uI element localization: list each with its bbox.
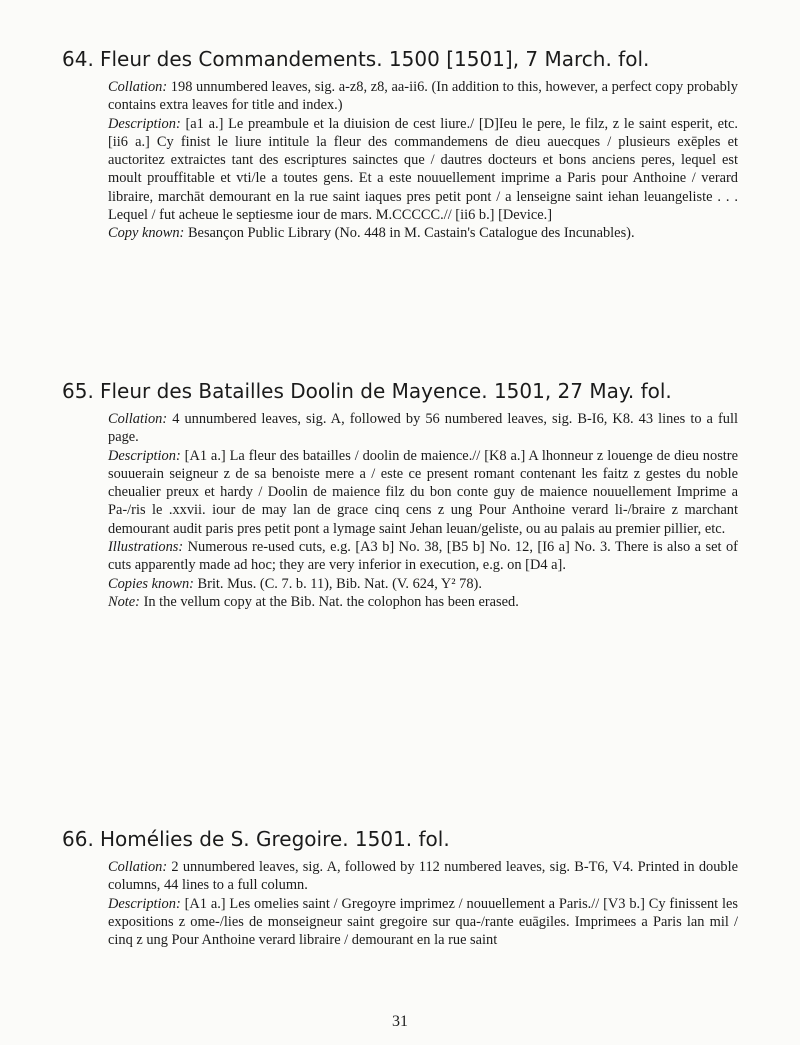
paragraph-text: Besançon Public Library (No. 448 in M. Castain's Catalogue des Incunables). — [187, 225, 635, 242]
entry-number: 65. — [62, 379, 94, 403]
paragraph-text: 198 unnumbered leaves, sig. a-z8, z8, aa-ii6. (In addition to this, however, a perfect copy probably contains extra leaves for title and index.) — [108, 79, 738, 114]
entry-64 — [62, 46, 738, 243]
paragraph-label: Collation: — [108, 859, 168, 875]
paragraph-text: [A1 a.] La fleur des batailles / doolin de maience.// [K8 a.] A lhonneur z louenge de dieu nostre souuerain seigneur z de sa benoiste mere a / este ce present romant contenant les faitz z gestes du noble cheualier preux et hardy / Doolin de maience filz du bon conte guy de maience nouuellement Imprime a Pa-/ris le .xxvii. iour de may lan de grace cinq cens z ung Pour Anthoine verard li-/braire z marchant demourant audit paris pres petit pont a lymage saint Jehan leuan/geliste, ou au palais au premier pillier, etc. — [108, 447, 738, 537]
paragraph-text: Brit. Mus. (C. 7. b. 11), Bib. Nat. (V. 624, Y² 78). — [197, 575, 482, 592]
paragraph-label: Collation: — [108, 411, 168, 427]
paragraph-text: [A1 a.] Les omelies saint / Gregoyre imprimez / nouuellement a Paris.// [V3 b.] Cy finissent les expositions z ome-/lies de monseigneur saint gregoire sur qua-/rante euāgiles. Imprimees a Paris lan mil / cinq z ung Pour Anthoine verard libraire / demourant en la rue saint — [108, 895, 738, 949]
entry-65 — [62, 378, 738, 611]
paragraph-label: Description: — [108, 115, 181, 132]
entry-number: 64. — [62, 47, 94, 71]
description-paragraph — [108, 447, 738, 538]
note-paragraph — [108, 593, 738, 611]
paragraph-label: Copy known: — [108, 225, 185, 242]
paragraph-text: In the vellum copy at the Bib. Nat. the colophon has been erased. — [143, 593, 519, 610]
description-paragraph — [108, 895, 738, 950]
entry-title: Fleur des Commandements. 1500 [1501], 7 March. fol. — [100, 47, 650, 71]
paragraph-label: Illustrations: — [108, 539, 184, 556]
entry-title: Fleur des Batailles Doolin de Mayence. 1501, 27 May. fol. — [100, 379, 672, 403]
entry-heading — [62, 46, 738, 72]
paragraph-label: Collation: — [108, 79, 168, 95]
paragraph-text: 4 unnumbered leaves, sig. A, followed by 56 numbered leaves, sig. B-I6, K8. 43 lines to a full page. — [108, 411, 738, 446]
description-paragraph — [108, 115, 738, 225]
paragraph-text: [a1 a.] Le preambule et la diuision de cest liure./ [D]Ieu le pere, le filz, z le saint esperit, etc. [ii6 a.] Cy finist le liure intitule la fleur des commandemens de dieu auecques / plusieurs exēples et auctoritez extraictes tant des escriptures sainctes que / dautres docteurs et bons anciens peres, lequel est moult prouffitable et vti/le a toutes gens. Et a este nouuellement imprime a Paris pour Anthoine / verard libraire, marchāt demourant en la rue saint iaques pres petit pont / a lenseigne saint iehan leuangeliste . . . Lequel / fut acheue le septiesme iour de mars. M.CCCCC.// [ii6 b.] [Device.] — [108, 115, 738, 224]
paragraph-text: Numerous re-used cuts, e.g. [A3 b] No. 38, [B5 b] No. 12, [I6 a] No. 3. There is also a set of cuts apparently made ad hoc; they are very inferior in execution, e.g. on [D4 a]. — [108, 539, 738, 574]
copies-known-paragraph — [108, 575, 738, 593]
paragraph-label: Copies known: — [108, 575, 194, 592]
page-number: 31 — [392, 1013, 408, 1030]
entry-heading — [62, 378, 738, 404]
illustrations-paragraph — [108, 538, 738, 575]
collation-paragraph — [108, 410, 738, 447]
paragraph-label: Note: — [108, 593, 140, 610]
entry-number: 66. — [62, 827, 94, 851]
paragraph-label: Description: — [108, 895, 181, 912]
paragraph-text: 2 unnumbered leaves, sig. A, followed by 112 numbered leaves, sig. B-T6, V4. Printed in double columns, 44 lines to a full column. — [108, 859, 738, 894]
collation-paragraph — [108, 858, 738, 895]
entry-title: Homélies de S. Gregoire. 1501. fol. — [100, 827, 450, 851]
entry-heading — [62, 826, 738, 852]
paragraph-label: Description: — [108, 447, 181, 464]
collation-paragraph — [108, 78, 738, 115]
entry-66 — [62, 826, 738, 949]
copy-known-paragraph — [108, 224, 738, 242]
